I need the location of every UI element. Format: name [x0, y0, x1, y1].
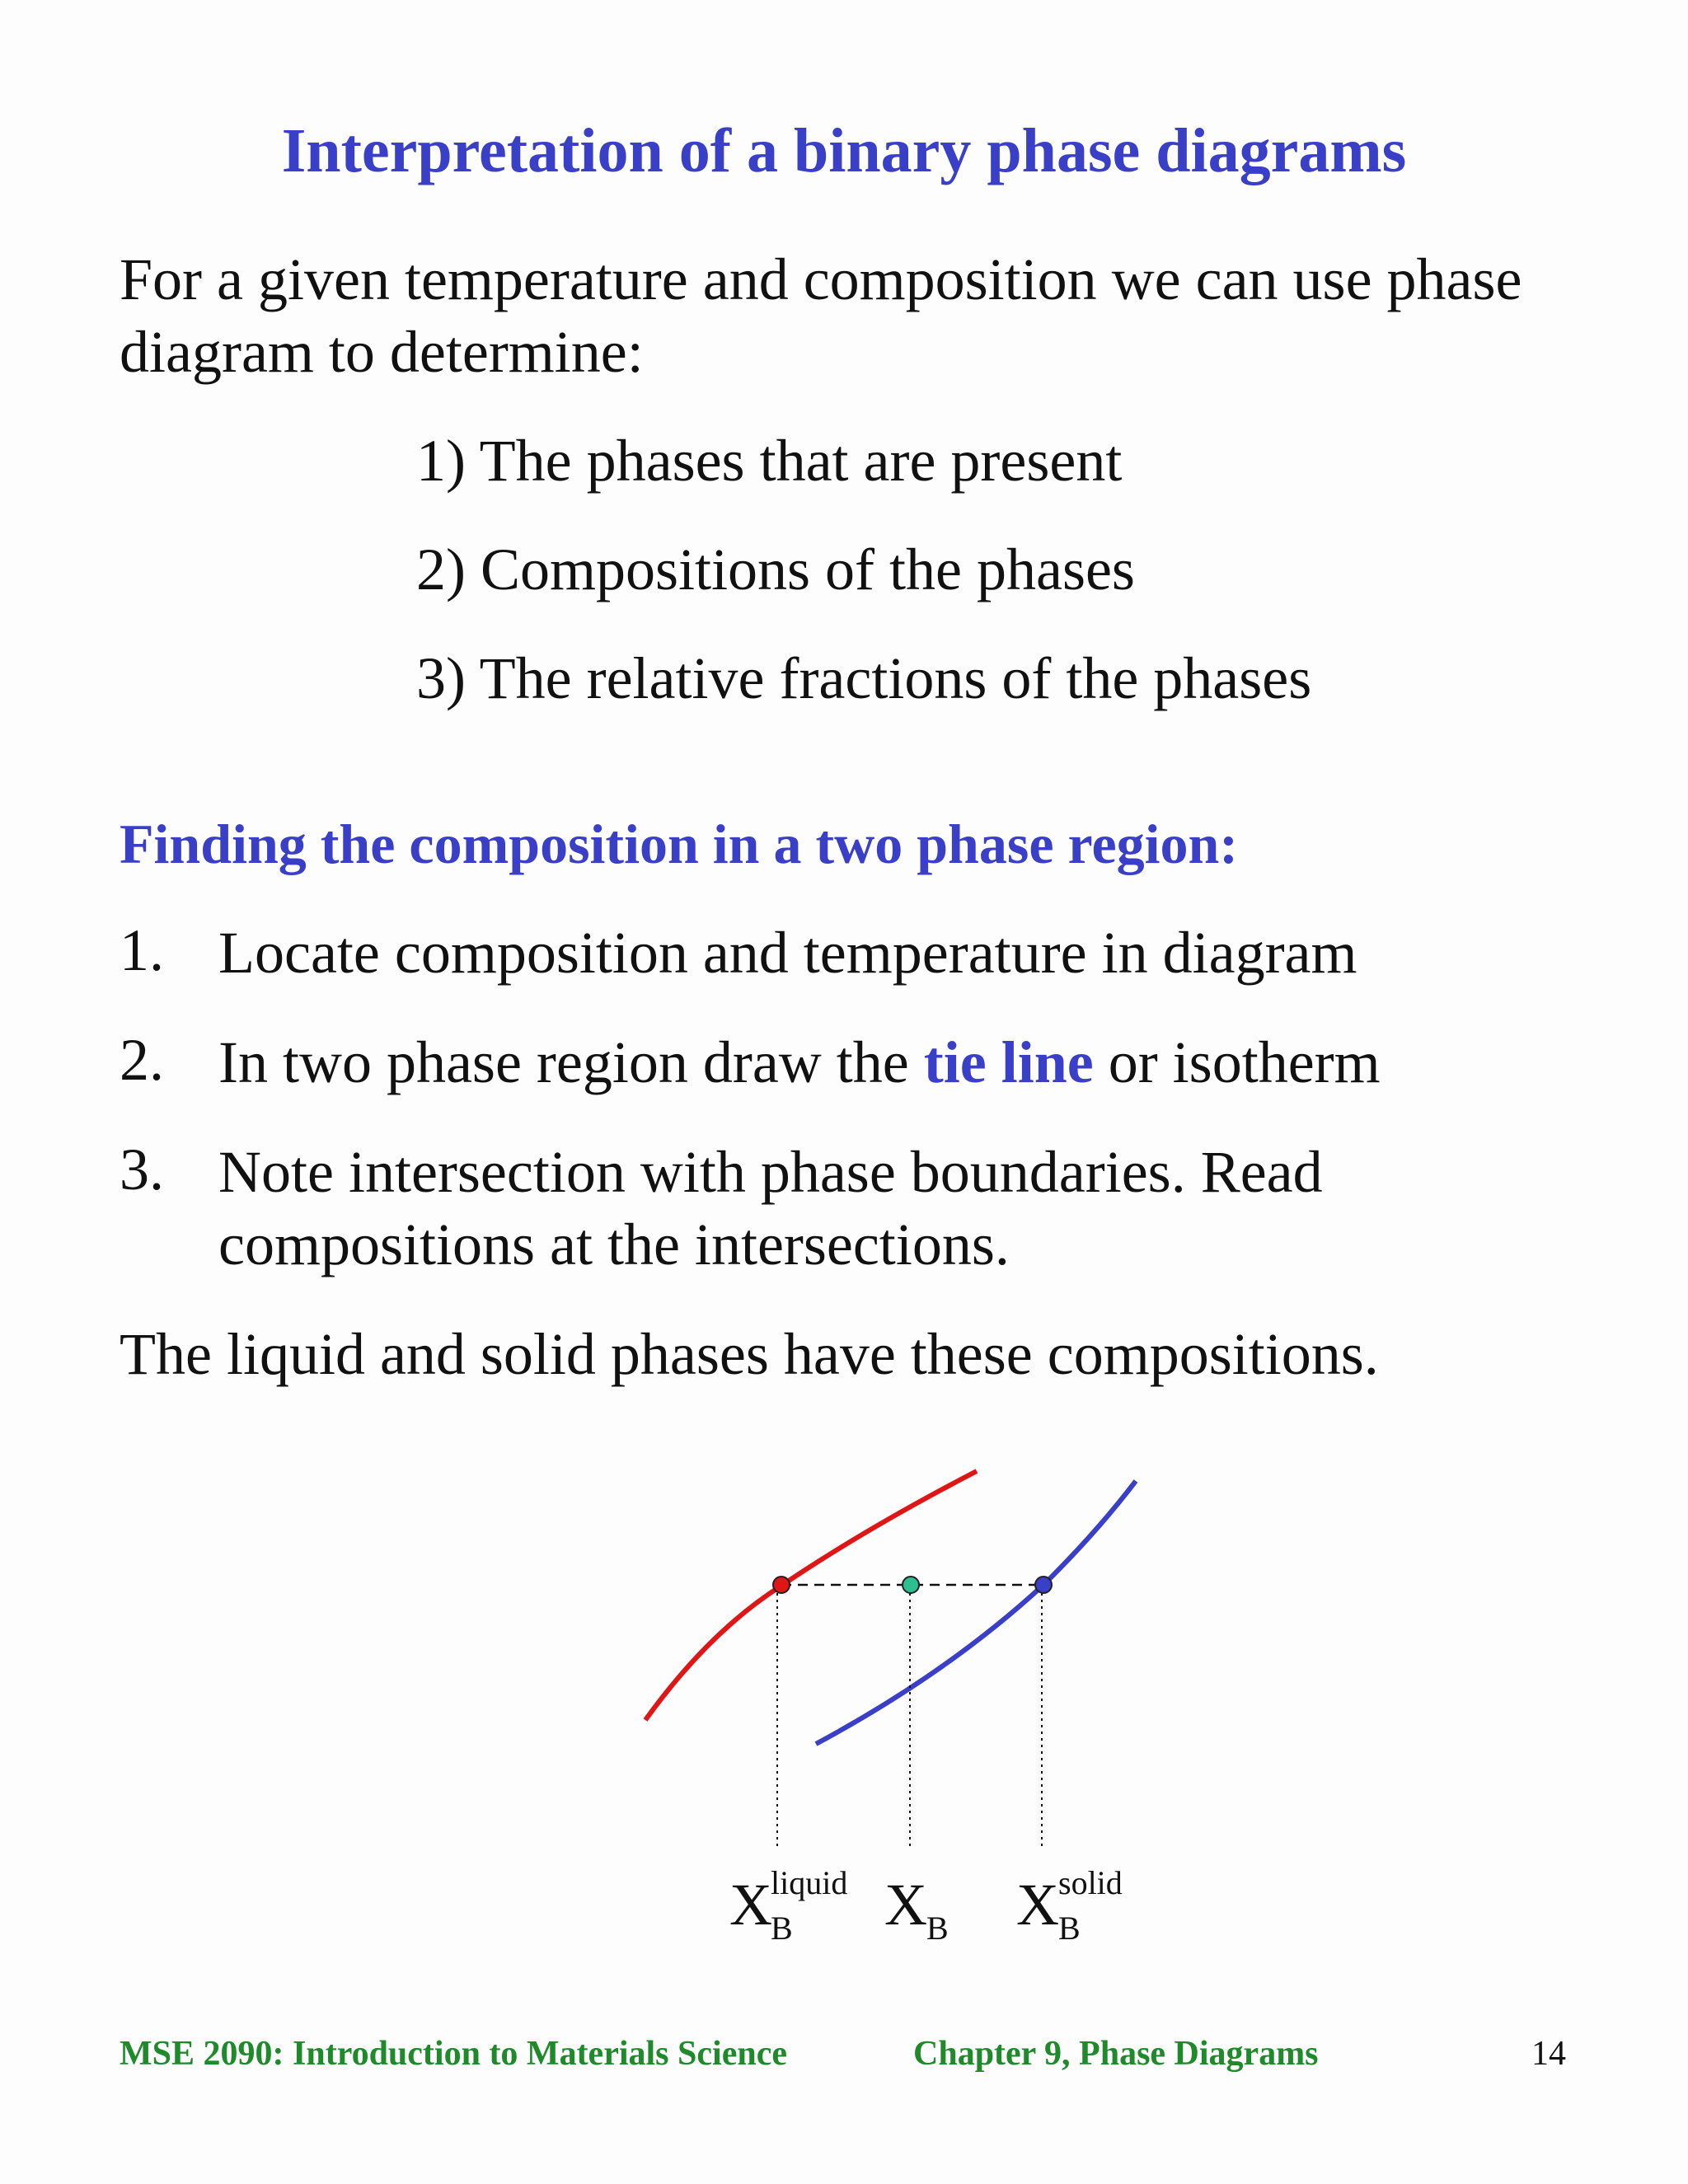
step-number: 1.: [120, 917, 164, 983]
step-text: Locate composition and temperature in diagram: [218, 920, 1357, 986]
step-number: 2.: [120, 1027, 164, 1093]
page-number: 14: [1531, 2035, 1566, 2073]
step-line: compositions at the intersections.: [218, 1212, 1010, 1277]
solid-composition-point: [1035, 1577, 1052, 1593]
tie-line-term: tie line: [923, 1029, 1094, 1095]
liquidus-curve: [645, 1471, 977, 1720]
step-text-part: or isotherm: [1093, 1029, 1381, 1095]
intro-line: diagram to determine:: [120, 319, 644, 385]
x-solid-superscript: solid: [1058, 1864, 1123, 1901]
x-overall-label: X: [884, 1872, 927, 1938]
step-number: 3.: [120, 1137, 164, 1202]
step-line: Note intersection with phase boundaries. Read: [218, 1139, 1323, 1205]
determination-item: 1) The phases that are present: [416, 428, 1123, 494]
step-text-part: In two phase region draw the: [218, 1029, 924, 1095]
section-heading: Finding the composition in a two phase region:: [120, 813, 1239, 875]
closing-statement: The liquid and solid phases have these compositions.: [120, 1321, 1379, 1387]
x-solid-subscript: B: [1058, 1910, 1081, 1947]
footer-course: MSE 2090: Introduction to Materials Science: [120, 2035, 787, 2073]
x-liquid-subscript: B: [771, 1910, 793, 1947]
x-overall-subscript: B: [926, 1910, 949, 1947]
intro-line: For a given temperature and composition we can use phase: [120, 246, 1522, 312]
x-liquid-superscript: liquid: [771, 1864, 848, 1901]
x-solid-label: X: [1016, 1872, 1059, 1938]
determination-item: 3) The relative fractions of the phases: [416, 645, 1312, 711]
page-title: Interpretation of a binary phase diagrams: [281, 116, 1407, 185]
footer-chapter: Chapter 9, Phase Diagrams: [913, 2035, 1319, 2073]
determination-item: 2) Compositions of the phases: [416, 537, 1135, 602]
x-liquid-label: X: [729, 1872, 772, 1938]
liquid-composition-point: [773, 1577, 790, 1593]
solidus-curve: [816, 1481, 1136, 1744]
overall-composition-point: [903, 1577, 919, 1593]
